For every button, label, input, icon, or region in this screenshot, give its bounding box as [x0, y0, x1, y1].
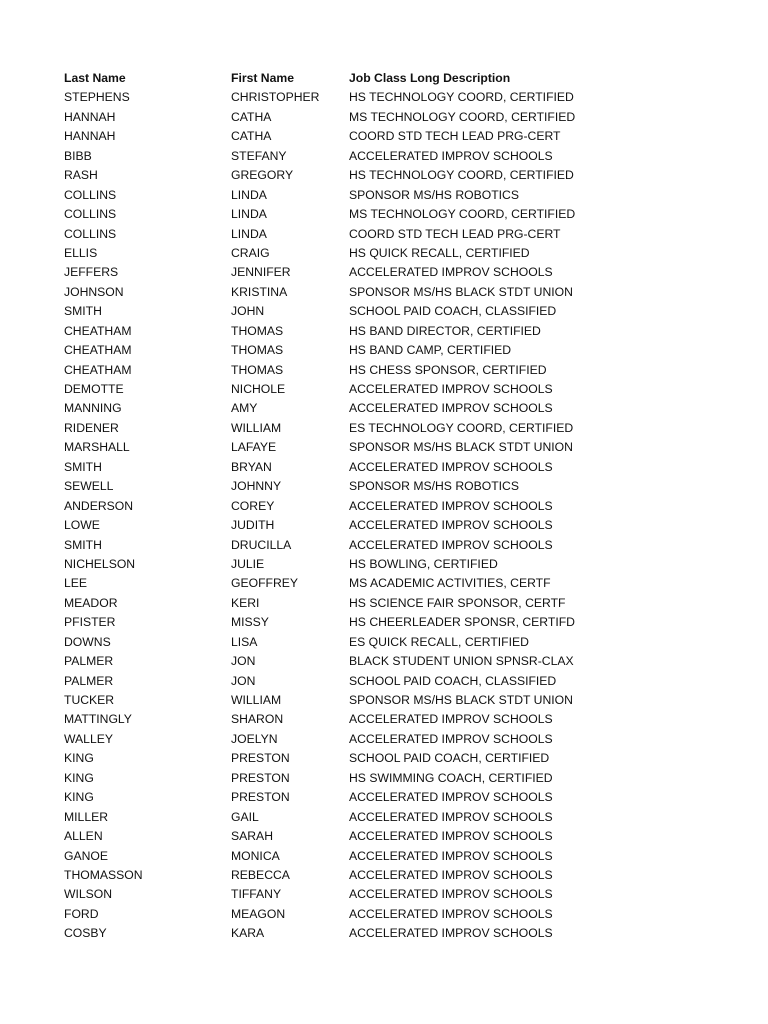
table-row	[64, 633, 744, 652]
cell-last-name: RIDENER	[64, 420, 119, 435]
cell-first-name: WILLIAM	[231, 693, 282, 707]
cell-job-class: ES QUICK RECALL, CERTIFIED	[349, 634, 529, 649]
cell-first-name: GREGORY	[231, 168, 294, 183]
cell-first-name: JOHNNY	[231, 479, 282, 494]
table-row	[64, 88, 744, 107]
cell-first-name: COREY	[231, 498, 275, 513]
cell-first-name: PRESTON	[231, 790, 290, 805]
cell-job-class: HS CHESS SPONSOR, CERTIFIED	[349, 362, 547, 377]
cell-last-name: ANDERSON	[64, 498, 134, 513]
cell-last-name: MEADOR	[64, 595, 118, 610]
cell-job-class: HS SCIENCE FAIR SPONSOR, CERTF	[349, 595, 566, 610]
cell-first-name: TIFFANY	[231, 887, 282, 902]
cell-last-name: BIBB	[64, 148, 92, 163]
cell-first-name: LINDA	[231, 226, 267, 241]
cell-job-class: ACCELERATED IMPROV SCHOOLS	[349, 829, 553, 844]
table-row	[64, 885, 744, 904]
cell-last-name: WILSON	[64, 887, 113, 902]
table-row	[64, 574, 744, 593]
cell-last-name: COLLINS	[64, 207, 117, 222]
cell-first-name: LINDA	[231, 187, 267, 202]
cell-last-name: HANNAH	[64, 109, 116, 124]
table-row	[64, 244, 744, 263]
table-row	[64, 905, 744, 924]
cell-first-name: JULIE	[231, 556, 265, 571]
cell-first-name: BRYAN	[231, 459, 272, 474]
cell-last-name: COLLINS	[64, 187, 117, 202]
cell-first-name: JUDITH	[231, 518, 275, 533]
cell-first-name: KRISTINA	[231, 284, 288, 299]
table-row	[64, 516, 744, 535]
table-row	[64, 263, 744, 282]
table-row	[64, 302, 744, 321]
cell-job-class: ACCELERATED IMPROV SCHOOLS	[349, 809, 553, 824]
cell-last-name: CHEATHAM	[64, 323, 132, 338]
cell-last-name: SMITH	[64, 459, 102, 474]
cell-last-name: WALLEY	[64, 731, 113, 746]
cell-first-name: JON	[231, 673, 256, 688]
cell-job-class: ACCELERATED IMPROV SCHOOLS	[349, 401, 553, 416]
table-row	[64, 225, 744, 244]
table-row	[64, 341, 744, 360]
cell-first-name: CATHA	[231, 129, 272, 144]
cell-job-class: COORD STD TECH LEAD PRG-CERT	[349, 226, 561, 241]
cell-first-name: STEFANY	[231, 148, 287, 163]
cell-last-name: KING	[64, 790, 94, 805]
cell-first-name: JON	[231, 654, 256, 669]
table-row	[64, 458, 744, 477]
table-row	[64, 399, 744, 418]
cell-job-class: ACCELERATED IMPROV SCHOOLS	[349, 906, 553, 921]
cell-first-name: KARA	[231, 926, 265, 941]
cell-first-name: MEAGON	[231, 906, 286, 921]
cell-job-class: HS SWIMMING COACH, CERTIFIED	[349, 770, 553, 785]
cell-last-name: CHEATHAM	[64, 362, 132, 377]
cell-last-name: STEPHENS	[64, 90, 130, 105]
cell-first-name: GAIL	[231, 809, 259, 824]
cell-job-class: ACCELERATED IMPROV SCHOOLS	[349, 712, 553, 727]
table-row	[64, 108, 744, 127]
header-first-name: First Name	[231, 71, 294, 85]
cell-job-class: COORD STD TECH LEAD PRG-CERT	[349, 129, 561, 144]
cell-last-name: MANNING	[64, 401, 122, 416]
cell-job-class: ACCELERATED IMPROV SCHOOLS	[349, 887, 553, 902]
cell-last-name: SMITH	[64, 537, 102, 552]
cell-job-class: SCHOOL PAID COACH, CLASSIFIED	[349, 673, 557, 688]
cell-last-name: MARSHALL	[64, 440, 130, 455]
cell-first-name: LAFAYE	[231, 440, 277, 455]
cell-job-class: SPONSOR MS/HS ROBOTICS	[349, 187, 519, 202]
table-row	[64, 749, 744, 768]
table-row	[64, 691, 744, 710]
cell-job-class: SPONSOR MS/HS BLACK STDT UNION	[349, 440, 573, 455]
cell-last-name: CHEATHAM	[64, 343, 132, 358]
cell-job-class: ACCELERATED IMPROV SCHOOLS	[349, 867, 553, 882]
cell-job-class: ACCELERATED IMPROV SCHOOLS	[349, 518, 553, 533]
cell-job-class: HS QUICK RECALL, CERTIFIED	[349, 245, 530, 260]
cell-job-class: SCHOOL PAID COACH, CLASSIFIED	[349, 304, 557, 319]
cell-last-name: SMITH	[64, 304, 102, 319]
cell-job-class: MS ACADEMIC ACTIVITIES, CERTF	[349, 576, 551, 591]
cell-last-name: PALMER	[64, 654, 114, 669]
cell-first-name: JOHN	[231, 304, 265, 319]
table-row	[64, 730, 744, 749]
cell-last-name: JOHNSON	[64, 284, 124, 299]
cell-job-class: ACCELERATED IMPROV SCHOOLS	[349, 498, 553, 513]
table-row	[64, 186, 744, 205]
cell-job-class: SPONSOR MS/HS BLACK STDT UNION	[349, 284, 573, 299]
table-row	[64, 283, 744, 302]
table-row	[64, 788, 744, 807]
cell-first-name: JOELYN	[231, 731, 278, 746]
table-row	[64, 497, 744, 516]
cell-last-name: MILLER	[64, 809, 109, 824]
cell-first-name: THOMAS	[231, 362, 284, 377]
table-row	[64, 380, 744, 399]
table-row	[64, 438, 744, 457]
table-row	[64, 419, 744, 438]
cell-first-name: REBECCA	[231, 867, 290, 882]
cell-job-class: ACCELERATED IMPROV SCHOOLS	[349, 731, 553, 746]
cell-first-name: JENNIFER	[231, 265, 291, 280]
cell-last-name: ALLEN	[64, 829, 103, 844]
cell-job-class: ACCELERATED IMPROV SCHOOLS	[349, 537, 553, 552]
cell-last-name: FORD	[64, 906, 99, 921]
cell-job-class: ACCELERATED IMPROV SCHOOLS	[349, 848, 553, 863]
cell-job-class: ACCELERATED IMPROV SCHOOLS	[349, 926, 553, 941]
table-row	[64, 127, 744, 146]
cell-first-name: LISA	[231, 634, 258, 649]
cell-first-name: SARAH	[231, 829, 273, 844]
cell-job-class: MS TECHNOLOGY COORD, CERTIFIED	[349, 109, 576, 124]
table-row	[64, 769, 744, 788]
table-row	[64, 361, 744, 380]
cell-last-name: NICHELSON	[64, 556, 136, 571]
table-row	[64, 477, 744, 496]
cell-last-name: JEFFERS	[64, 265, 119, 280]
table-row	[64, 166, 744, 185]
cell-last-name: DOWNS	[64, 634, 111, 649]
table-row	[64, 536, 744, 555]
cell-first-name: THOMAS	[231, 343, 284, 358]
cell-job-class: MS TECHNOLOGY COORD, CERTIFIED	[349, 207, 576, 222]
table-body	[64, 88, 744, 943]
cell-job-class: ACCELERATED IMPROV SCHOOLS	[349, 265, 553, 280]
table-row	[64, 652, 744, 671]
table-row	[64, 322, 744, 341]
table-row	[64, 555, 744, 574]
cell-job-class: ES TECHNOLOGY COORD, CERTIFIED	[349, 420, 574, 435]
cell-last-name: SEWELL	[64, 479, 114, 494]
table-row	[64, 672, 744, 691]
cell-job-class: SCHOOL PAID COACH, CERTIFIED	[349, 751, 550, 766]
cell-first-name: CRAIG	[231, 245, 270, 260]
table-row	[64, 205, 744, 224]
table-row	[64, 924, 744, 943]
cell-job-class: HS CHEERLEADER SPONSR, CERTIFD	[349, 615, 575, 630]
cell-first-name: DRUCILLA	[231, 537, 292, 552]
table-row	[64, 613, 744, 632]
header-last-name: Last Name	[64, 71, 126, 85]
cell-job-class: SPONSOR MS/HS ROBOTICS	[349, 479, 519, 494]
cell-last-name: LEE	[64, 576, 88, 591]
cell-last-name: HANNAH	[64, 129, 116, 144]
cell-first-name: PRESTON	[231, 751, 290, 766]
cell-last-name: PALMER	[64, 673, 114, 688]
cell-first-name: CHRISTOPHER	[231, 90, 320, 105]
cell-first-name: NICHOLE	[231, 382, 286, 396]
cell-job-class: HS BOWLING, CERTIFIED	[349, 556, 498, 571]
cell-last-name: RASH	[64, 168, 98, 183]
cell-last-name: TUCKER	[64, 693, 115, 707]
cell-job-class: HS TECHNOLOGY COORD, CERTIFIED	[349, 90, 574, 105]
cell-last-name: THOMASSON	[64, 867, 143, 882]
cell-job-class: ACCELERATED IMPROV SCHOOLS	[349, 148, 553, 163]
cell-first-name: GEOFFREY	[231, 576, 299, 591]
cell-first-name: MONICA	[231, 848, 280, 863]
table-row	[64, 827, 744, 846]
table-row	[64, 808, 744, 827]
cell-job-class: HS BAND DIRECTOR, CERTIFIED	[349, 323, 541, 338]
cell-job-class: ACCELERATED IMPROV SCHOOLS	[349, 459, 553, 474]
table-header-row	[64, 69, 744, 88]
cell-first-name: SHARON	[231, 712, 284, 727]
cell-last-name: COSBY	[64, 926, 107, 941]
cell-first-name: PRESTON	[231, 770, 290, 785]
staff-table	[64, 69, 744, 944]
cell-last-name: PFISTER	[64, 615, 116, 630]
cell-last-name: ELLIS	[64, 245, 98, 260]
cell-job-class: BLACK STUDENT UNION SPNSR-CLAX	[349, 654, 574, 669]
header-job-class: Job Class Long Description	[349, 71, 511, 85]
cell-first-name: WILLIAM	[231, 420, 282, 435]
cell-last-name: DEMOTTE	[64, 382, 124, 396]
cell-job-class: SPONSOR MS/HS BLACK STDT UNION	[349, 693, 573, 707]
table-row	[64, 866, 744, 885]
cell-first-name: AMY	[231, 401, 258, 416]
cell-last-name: KING	[64, 751, 94, 766]
cell-first-name: THOMAS	[231, 323, 284, 338]
cell-last-name: LOWE	[64, 518, 100, 533]
table-row	[64, 147, 744, 166]
cell-first-name: MISSY	[231, 615, 269, 630]
cell-last-name: COLLINS	[64, 226, 117, 241]
cell-first-name: LINDA	[231, 207, 267, 222]
cell-first-name: CATHA	[231, 109, 272, 124]
cell-job-class: ACCELERATED IMPROV SCHOOLS	[349, 382, 553, 396]
cell-last-name: KING	[64, 770, 94, 785]
cell-last-name: MATTINGLY	[64, 712, 132, 727]
table-row	[64, 847, 744, 866]
table-row	[64, 710, 744, 729]
table-row	[64, 594, 744, 613]
cell-last-name: GANOE	[64, 848, 109, 863]
cell-job-class: HS BAND CAMP, CERTIFIED	[349, 343, 512, 358]
cell-job-class: HS TECHNOLOGY COORD, CERTIFIED	[349, 168, 574, 183]
cell-first-name: KERI	[231, 595, 260, 610]
cell-job-class: ACCELERATED IMPROV SCHOOLS	[349, 790, 553, 805]
